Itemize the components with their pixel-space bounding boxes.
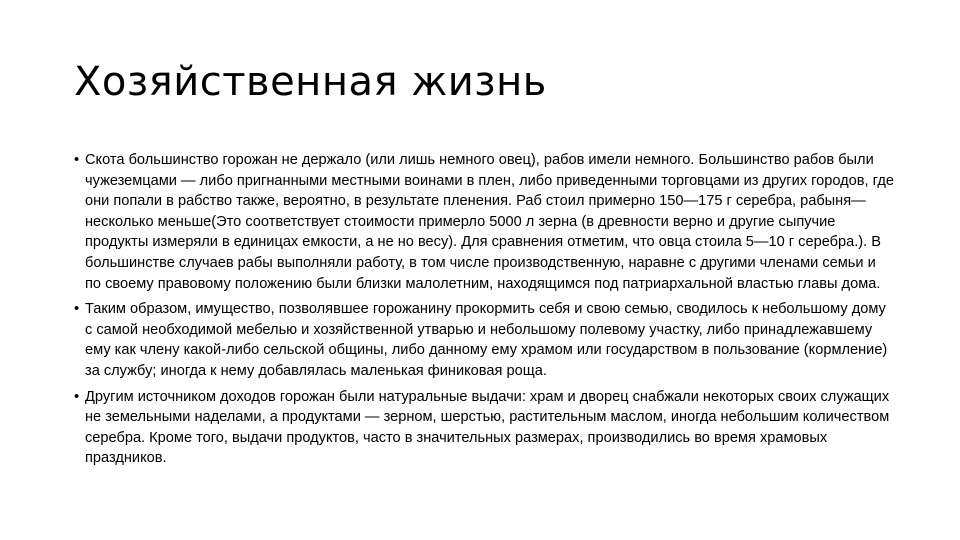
bullet-list xyxy=(74,150,894,474)
bullet-text: Скота большинство горожан не держало (или лишь немного овец), рабов имели немного. Большинство рабов были чужеземцами — либо пригнанными местными воинами в плен, либо приведенными торговцами из других городов, где они попали в рабство также, вероятно, в результате пленения. Раб стоил примерно 150—175 г серебра, рабыня—несколько меньше(Это соответствует стоимости примерло 5000 л зерна (в древности верно и другие сыпучие продукты измеряли в единицах емкости, а не но весу). Для сравнения отметим, что овца стоила 5—10 г серебра.). В большинстве случаев рабы выполняли работу, в том числе производственную, наравне с другими членами семьи и по своему правовому положению были близки малолетним, находящимся под патриархальной властью главы дома. xyxy=(85,152,894,292)
bullet-text: Другим источником доходов горожан были натуральные выдачи: храм и дворец снабжали некоторых своих служащих не земельными наделами, а продуктами — зерном, шерстью, растительным маслом, иногда небольшим количеством серебра. Кроме того, выдачи продуктов, часто в значительных размерах, производились во время храмовых праздников. xyxy=(85,388,890,467)
bullet-item xyxy=(74,387,894,469)
bullet-dot-icon: • xyxy=(74,301,80,318)
bullet-text: Таким образом, имущество, позволявшее горожанину прокормить себя и свою семью, сводилось к небольшому дому с самой необходимой мебелью и хозяйственной утварью и небольшому полевому участку, либо принадлежавшему ему как члену какой-либо сельской общины, либо данному ему храмом или государством в пользование (кормление) за службу; иногда к нему добавлялась маленькая финиковая роща. xyxy=(85,301,888,379)
bullet-dot-icon: • xyxy=(74,152,80,168)
bullet-dot-icon: • xyxy=(74,388,80,405)
bullet-item xyxy=(74,150,894,294)
slide-title: Хозяйственная жизнь xyxy=(74,59,547,105)
bullet-item xyxy=(74,299,894,381)
